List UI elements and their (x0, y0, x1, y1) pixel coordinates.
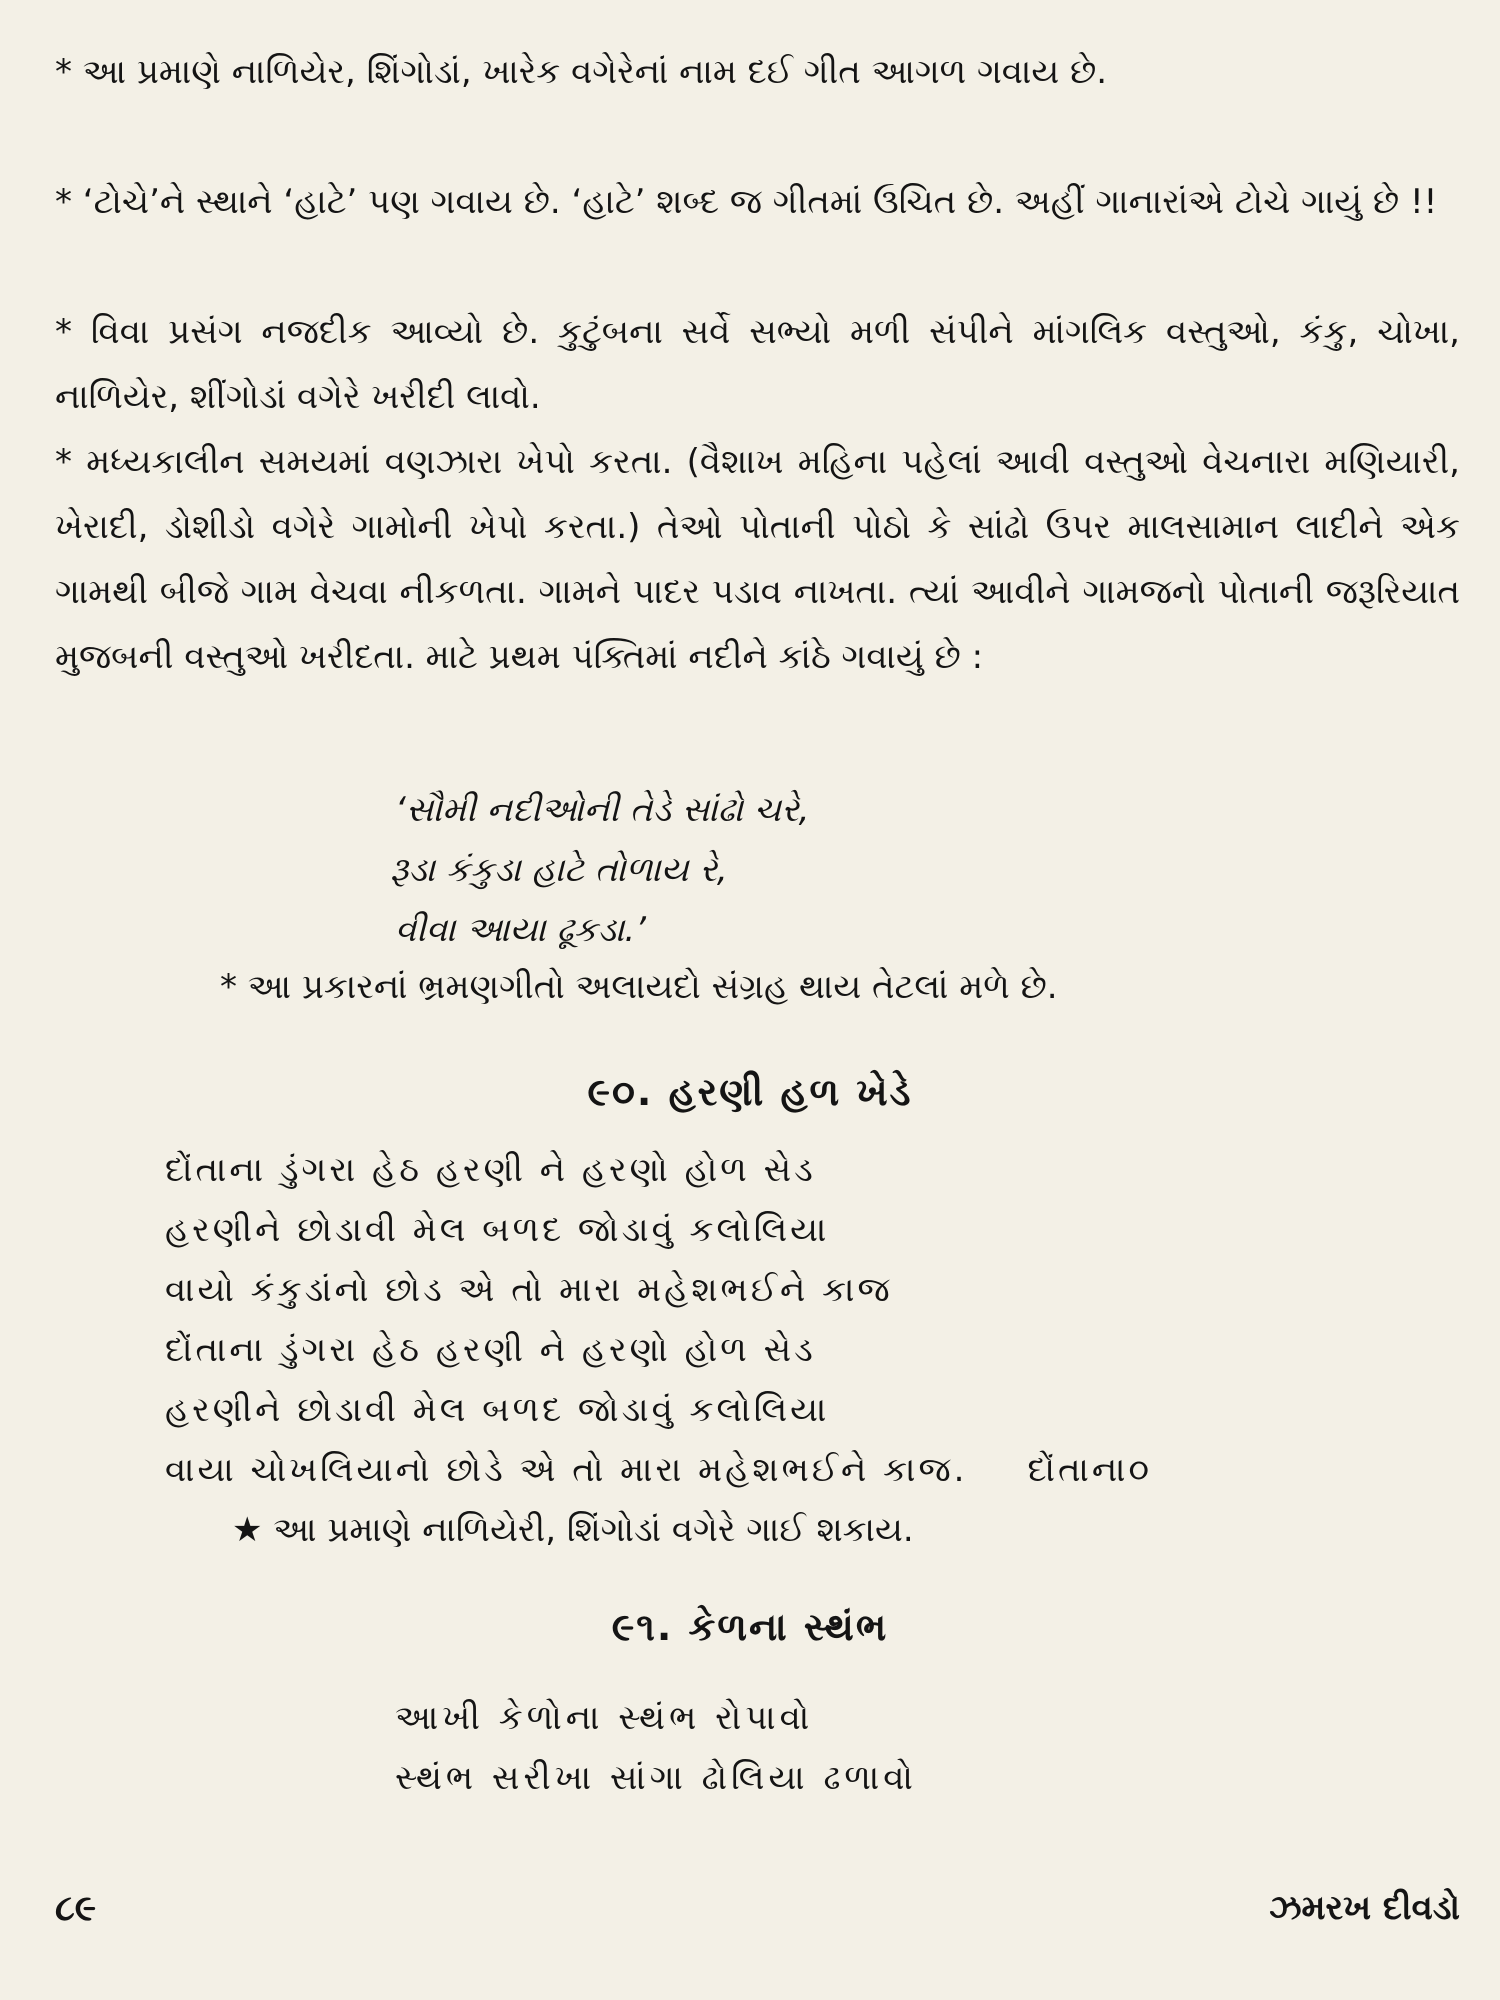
quoted-verse-line: રૂડા કંકુડા હાટે તોળાય રે, (390, 850, 728, 890)
refrain-marker: દોંતાના૦ (1027, 1450, 1152, 1490)
song-61-lyrics (395, 1688, 917, 1808)
lyric-line: વાયો કંકુડાંનો છોડ એ તો મારા મહેશભઈને કાજ (165, 1270, 893, 1310)
quoted-verse (390, 780, 810, 960)
quoted-verse-line: ‘સૌમી નદીઓની તેડે સાંઢો ચરે, (395, 790, 810, 830)
lyric-line: સ્થંભ સરીખા સાંગા ઢોલિયા ઢળાવો (395, 1758, 917, 1798)
song-60-lyrics (165, 1140, 1152, 1500)
lyric-line-with-refrain (165, 1440, 1152, 1500)
song-61-title: ૯૧. કેળના સ્થંભ (611, 1605, 889, 1649)
page-number: ૮૯ (55, 1888, 97, 1929)
song-60-title: ૯૦. હરણી હળ ખેડે (587, 1070, 913, 1114)
lyric-line: હરણીને છોડાવી મેલ બળદ જોડાવું કલોલિયા (165, 1390, 830, 1430)
closing-note: * આ પ્રકારનાં ભ્રમણગીતો અલાયદો સંગ્રહ થાય તેટલાં મળે છે. (220, 967, 1058, 1007)
quoted-verse-line: વીવા આયા ઢૂકડા.’ (395, 910, 646, 950)
paragraph-4: * મધ્યકાલીન સમયમાં વણઝારા ખેપો કરતા. (વૈશાખ મહિના પહેલાં આવી વસ્તુઓ વેચનારા મણિયારી, ખેરાદી, ડોશીડો વગેરે ગામોની ખેપો કરતા.) તેઓ પોતાની પોઠો કે સાંઢો ઉપર માલસામાન લાદીને એક ગામથી બીજે ગામ વેચવા નીકળતા. ગામને પાદર પડાવ નાખતા. ત્યાં આવીને ગામજનો પોતાની જરૂરિયાત મુજબની વસ્તુઓ ખરીદતા. માટે પ્રથમ પંક્તિમાં નદીને કાંઠે ગવાયું છે : (55, 442, 1460, 677)
paragraph-3: * વિવા પ્રસંગ નજદીક આવ્યો છે. કુટુંબના સર્વે સભ્યો મળી સંપીને માંગલિક વસ્તુઓ, કંકુ, ચોખા, નાળિયેર, શીંગોડાં વગેરે ખરીદી લાવો. (55, 312, 1460, 417)
lyric-line: દોંતાના ડુંગરા હેઠ હરણી ને હરણો હોળ સેડ (165, 1150, 816, 1190)
lyric-line: દોંતાના ડુંગરા હેઠ હરણી ને હરણો હોળ સેડ (165, 1330, 816, 1370)
paragraph-1: * આ પ્રમાણે નાળિયેર, શિંગોડાં, ખારેક વગેરેનાં નામ દઈ ગીત આગળ ગવાય છે. (55, 52, 1108, 92)
lyric-line: વાયા ચોખલિયાનો છોડે એ તો મારા મહેશભઈને કાજ. (165, 1450, 968, 1490)
book-title: ઝમરખ દીવડો (1269, 1888, 1460, 1928)
lyric-line: આખી કેળોના સ્થંભ રોપાવો (395, 1698, 814, 1738)
paragraph-2: * ‘ટોચે’ને સ્થાને ‘હાટે’ પણ ગવાય છે. ‘હાટે’ શબ્દ જ ગીતમાં ઉચિત છે. અહીં ગાનારાંએ ટોચે ગાયું છે !! (55, 182, 1438, 222)
song-60-note: ★ આ પ્રમાણે નાળિયેરી, શિંગોડાં વગેરે ગાઈ શકાય. (232, 1510, 914, 1550)
lyric-line: હરણીને છોડાવી મેલ બળદ જોડાવું કલોલિયા (165, 1210, 830, 1250)
